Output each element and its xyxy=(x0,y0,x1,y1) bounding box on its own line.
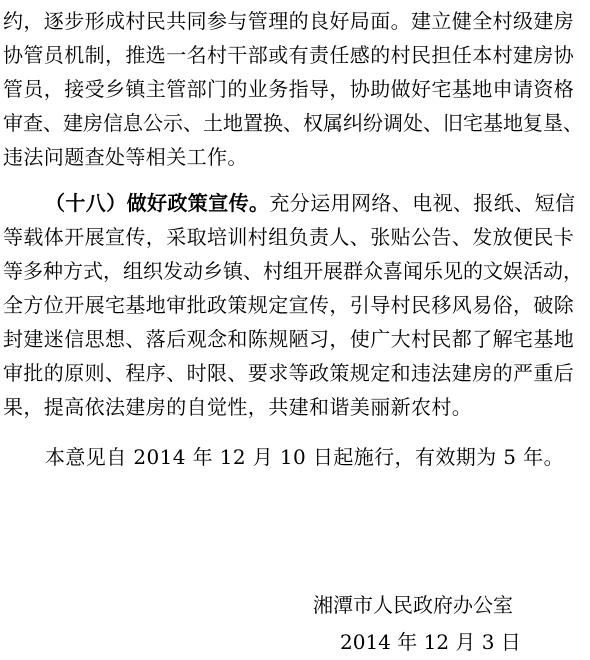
paragraph-1-line-3: 管员，接受乡镇主管部门的业务指导，协助做好宅基地申请资格 xyxy=(3,77,575,101)
effective-statement: 本意见自 2014 年 12 月 10 日起施行，有效期为 5 年。 xyxy=(45,445,564,469)
paragraph-2-line-1-text: 充分运用网络、电视、报纸、短信 xyxy=(269,191,576,215)
paragraph-2-line-6: 审批的原则、程序、时限、要求等政策规定和违法建房的严重后 xyxy=(3,361,575,385)
paragraph-1-line-1: 约，逐步形成村民共同参与管理的良好局面。建立健全村级建房 xyxy=(3,9,575,33)
paragraph-2-line-3: 等多种方式，组织发动乡镇、村组开展群众喜闻乐见的文娱活动， xyxy=(3,259,583,283)
paragraph-2-line-2: 等载体开展宣传，采取培训村组负责人、张贴公告、发放便民卡 xyxy=(3,225,575,249)
paragraph-1-line-5: 违法问题查处等相关工作。 xyxy=(3,145,248,169)
paragraph-2-line-4: 全方位开展宅基地审批政策规定宣传，引导村民移风易俗，破除 xyxy=(3,293,575,317)
paragraph-2-first-line xyxy=(45,186,587,220)
section-heading: （十八）做好政策宣传。 xyxy=(45,191,270,215)
paragraph-1-line-4: 审查、建房信息公示、土地置换、权属纠纷调处、旧宅基地复垦、 xyxy=(3,111,583,135)
paragraph-2-line-7: 果，提高依法建房的自觉性，共建和谐美丽新农村。 xyxy=(3,395,473,419)
issue-date: 2014 年 12 月 3 日 xyxy=(340,630,521,654)
paragraph-2-line-5: 封建迷信思想、落后观念和陈规陋习，使广大村民都了解宅基地 xyxy=(3,327,575,351)
paragraph-1-line-2: 协管员机制，推选一名村干部或有责任感的村民担任本村建房协 xyxy=(3,43,575,67)
issuer-name: 湘潭市人民政府办公室 xyxy=(313,593,513,617)
